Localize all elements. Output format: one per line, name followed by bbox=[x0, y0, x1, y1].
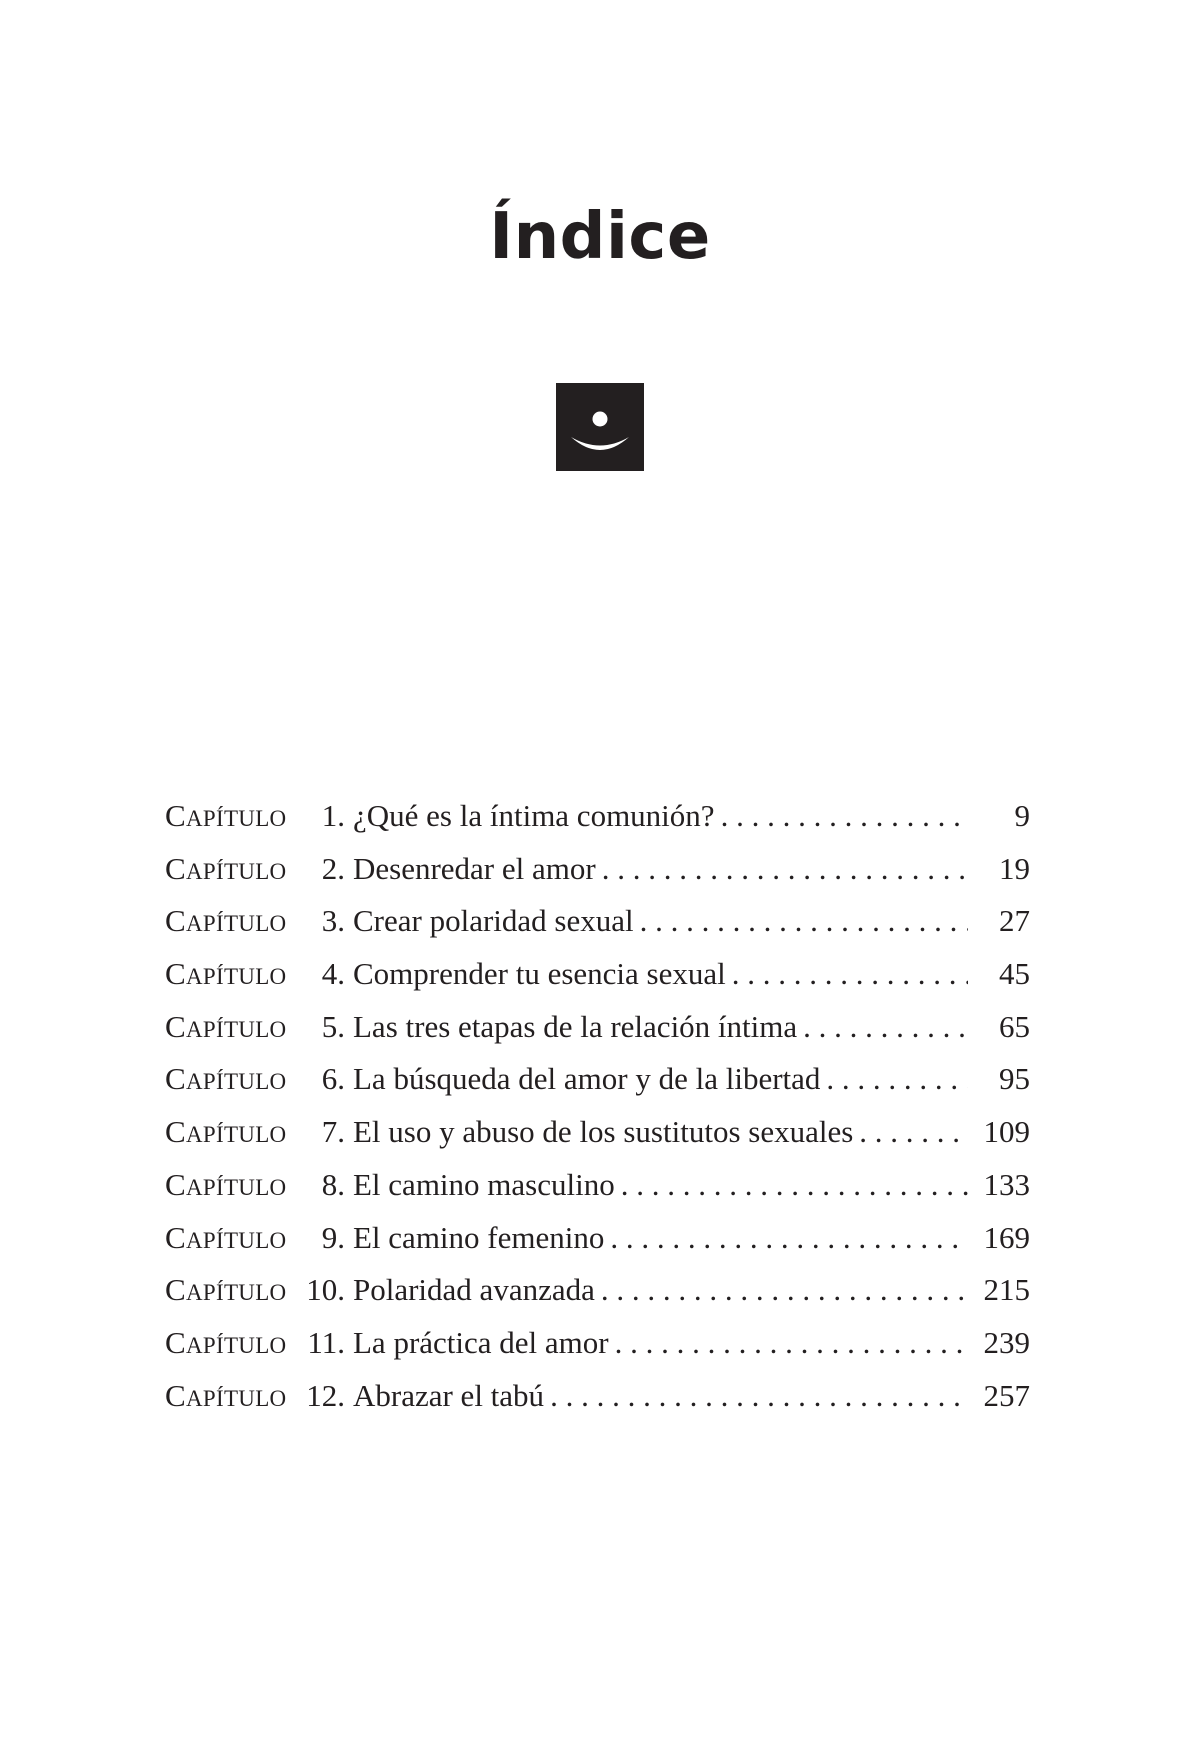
chapter-label: CAPÍTULO bbox=[165, 903, 287, 939]
chapter-label: CAPÍTULO bbox=[165, 1272, 287, 1308]
toc-entry[interactable] bbox=[165, 1001, 1030, 1054]
chapter-number: 9. bbox=[321, 1219, 345, 1255]
chapter-title: Polaridad avanzada bbox=[353, 1272, 595, 1308]
toc-entry[interactable] bbox=[165, 1264, 1030, 1317]
chapter-label: CAPÍTULO bbox=[165, 798, 287, 833]
chapter-title: Las tres etapas de la relación íntima bbox=[353, 1008, 798, 1044]
toc-entry[interactable] bbox=[165, 1212, 1030, 1265]
chapter-number: 7. bbox=[321, 1114, 345, 1150]
dot-leader bbox=[859, 1106, 968, 1159]
dot-leader bbox=[721, 790, 968, 843]
chapter-title: La búsqueda del amor y de la libertad bbox=[353, 1061, 821, 1097]
chapter-number: 11. bbox=[307, 1324, 345, 1360]
chapter-title: Comprender tu esencia sexual bbox=[353, 956, 726, 992]
chapter-number: 12. bbox=[306, 1377, 345, 1413]
page-number: 215 bbox=[983, 1272, 1030, 1308]
dot-leader bbox=[803, 1001, 968, 1054]
chapter-number: 8. bbox=[321, 1166, 345, 1202]
chapter-title: Crear polaridad sexual bbox=[353, 903, 634, 939]
chapter-label: CAPÍTULO bbox=[165, 1061, 287, 1097]
chapter-title: La práctica del amor bbox=[353, 1324, 609, 1360]
chapter-label: CAPÍTULO bbox=[165, 850, 287, 886]
chapter-title: Abrazar el tabú bbox=[353, 1377, 545, 1413]
chapter-number: 2. bbox=[321, 850, 345, 886]
page-number: 169 bbox=[983, 1219, 1030, 1255]
chapter-number: 1. bbox=[321, 798, 345, 833]
chapter-label: CAPÍTULO bbox=[165, 1324, 287, 1360]
toc-entry[interactable] bbox=[165, 895, 1030, 948]
dot-leader bbox=[826, 1053, 968, 1106]
toc-entry[interactable] bbox=[165, 1053, 1030, 1106]
toc-entry[interactable] bbox=[165, 790, 1030, 843]
chapter-label: CAPÍTULO bbox=[165, 1166, 287, 1202]
chapter-number: 6. bbox=[321, 1061, 345, 1097]
chapter-label: CAPÍTULO bbox=[165, 1008, 287, 1044]
toc-entry[interactable] bbox=[165, 843, 1030, 896]
page-number: 239 bbox=[983, 1324, 1030, 1360]
toc-entry[interactable] bbox=[165, 1317, 1030, 1370]
page-number: 9 bbox=[1014, 798, 1030, 833]
page-number: 65 bbox=[999, 1008, 1030, 1044]
toc-entry[interactable] bbox=[165, 1106, 1030, 1159]
chapter-number: 5. bbox=[321, 1008, 345, 1044]
chapter-number: 3. bbox=[321, 903, 345, 939]
chapter-label: CAPÍTULO bbox=[165, 1114, 287, 1150]
chapter-title: El camino masculino bbox=[353, 1166, 615, 1202]
page-number: 133 bbox=[983, 1166, 1030, 1202]
dot-leader bbox=[640, 895, 968, 948]
chapter-label: CAPÍTULO bbox=[165, 1377, 287, 1413]
page-title: Índice bbox=[489, 200, 711, 274]
toc-entry[interactable] bbox=[165, 948, 1030, 1001]
toc-entry[interactable] bbox=[165, 1370, 1030, 1423]
chapter-title: El uso y abuso de los sustitutos sexuales bbox=[353, 1114, 854, 1150]
chapter-number: 10. bbox=[306, 1272, 345, 1308]
chapter-title: ¿Qué es la íntima comunión? bbox=[353, 798, 715, 833]
toc-entry[interactable] bbox=[165, 1159, 1030, 1212]
page-number: 109 bbox=[983, 1114, 1030, 1150]
page-number: 95 bbox=[999, 1061, 1030, 1097]
dot-leader bbox=[601, 1264, 968, 1317]
chapter-title: Desenredar el amor bbox=[353, 850, 596, 886]
dot-leader bbox=[732, 948, 968, 1001]
page-number: 27 bbox=[999, 903, 1030, 939]
table-of-contents bbox=[165, 790, 1030, 1422]
publisher-logo-icon bbox=[556, 383, 644, 471]
chapter-label: CAPÍTULO bbox=[165, 1219, 287, 1255]
dot-leader bbox=[550, 1370, 968, 1423]
page-number: 45 bbox=[999, 956, 1030, 992]
chapter-label: CAPÍTULO bbox=[165, 956, 287, 992]
dot-leader bbox=[610, 1212, 968, 1265]
dot-leader bbox=[602, 843, 968, 896]
chapter-number: 4. bbox=[321, 956, 345, 992]
smiling-face-square-icon bbox=[556, 383, 644, 471]
chapter-title: El camino femenino bbox=[353, 1219, 605, 1255]
dot-leader bbox=[615, 1317, 968, 1370]
page-number: 19 bbox=[999, 850, 1030, 886]
dot-leader bbox=[621, 1159, 968, 1212]
page-number: 257 bbox=[983, 1377, 1030, 1413]
